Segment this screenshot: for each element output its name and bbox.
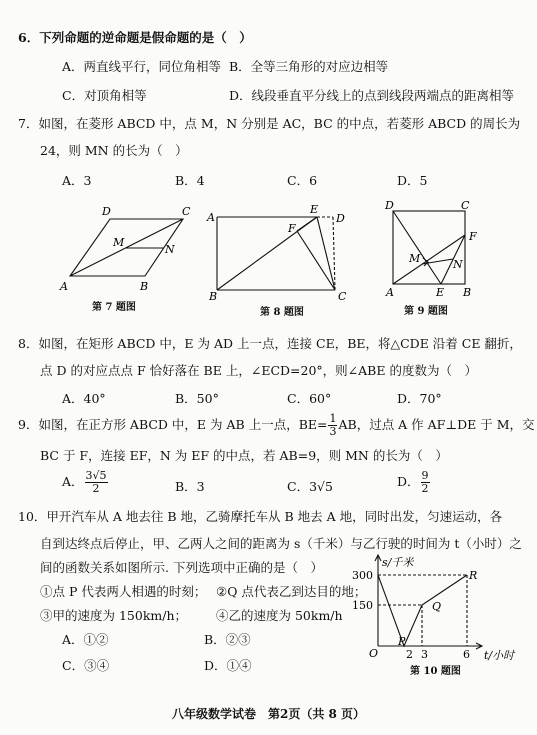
q7-option-d: D．5 xyxy=(397,173,428,188)
fig10-point-r: R xyxy=(469,569,478,582)
fig7-label-d: D xyxy=(102,205,111,218)
fig8-label-c: C xyxy=(338,290,347,303)
q10-statement-4: ④乙的速度为 50km/h xyxy=(216,608,343,623)
page-footer: 八年级数学试卷 第2页（共 8 页） xyxy=(171,707,366,721)
fig9-label-a: A xyxy=(386,286,394,299)
fig7-caption: 第 7 题图 xyxy=(92,302,136,313)
fig10-origin-label: O xyxy=(369,647,379,660)
q10-option-d: D．①④ xyxy=(204,658,252,673)
fig10-tick-6: 6 xyxy=(463,648,470,661)
fig10-point-q: Q xyxy=(432,600,442,613)
q9-option-b: B．3 xyxy=(175,479,205,494)
q10-option-c: C．③④ xyxy=(62,658,110,673)
q6-option-b: B．全等三角形的对应边相等 xyxy=(229,59,389,74)
fig8-label-b: B xyxy=(209,290,218,303)
fig10-y-axis-label: s/千米 xyxy=(382,556,414,569)
fig9-label-c: C xyxy=(461,199,470,212)
q9-option-d-den: 2 xyxy=(421,482,429,495)
q7-stem-line2: 24，则 MN 的长为（ ） xyxy=(40,143,188,158)
fig7-label-b: B xyxy=(140,280,149,293)
q6-option-a: A．两直线平行，同位角相等 xyxy=(62,59,222,74)
q7-option-c: C．6 xyxy=(287,173,318,188)
fig9-label-f: F xyxy=(469,230,477,243)
q10-option-b: B．②③ xyxy=(204,632,251,647)
fig9-label-e: E xyxy=(436,286,445,299)
q6-option-c: C．对顶角相等 xyxy=(62,88,147,103)
fig7-label-n: N xyxy=(165,243,175,256)
q9-frac-num: 1 xyxy=(329,412,337,425)
q9-stem-part2: AB，过点 A 作 AF⊥DE 于 M，交 xyxy=(338,417,535,432)
q9-option-c: C．3√5 xyxy=(287,479,333,494)
fig7-label-a: A xyxy=(60,280,68,293)
q7-stem-line1: 7．如图，在菱形 ABCD 中，点 M，N 分别是 AC，BC 的中点，若菱形 ABCD 的周长为 xyxy=(18,116,521,131)
fig10-point-p: P xyxy=(398,635,406,648)
fig8-label-a: A xyxy=(207,211,215,224)
q8-stem-line1: 8．如图，在矩形 ABCD 中，E 为 AD 上一点，连接 CE，BE，将△CDE 沿着 CE 翻折， xyxy=(18,336,522,351)
q9-option-a-label: A． xyxy=(62,474,84,489)
fig10-tick-2: 2 xyxy=(406,648,413,661)
fig9-label-m: M xyxy=(409,252,421,265)
q6-option-d: D．线段垂直平分线上的点到线段两端点的距离相等 xyxy=(229,88,515,103)
q10-stem-line2: 自到达终点后停止，甲、乙两人之间的距离为 s（千米）与乙行驶的时间为 t（小时）之 xyxy=(40,536,522,551)
q9-option-a-den: 2 xyxy=(92,482,100,495)
q10-statement-2: ②Q 点代表乙到达目的地； xyxy=(216,584,367,599)
q6-stem: 6．下列命题的逆命题是假命题的是（ ） xyxy=(18,30,252,45)
fig10-x-axis-label: t/小时 xyxy=(484,649,515,662)
q7-option-a: A．3 xyxy=(62,173,92,188)
q8-option-d: D．70° xyxy=(397,391,442,406)
fig7-label-c: C xyxy=(182,205,191,218)
fig8-label-d: D xyxy=(336,212,345,225)
q10-statement-1: ①点 P 代表两人相遇的时刻； xyxy=(40,584,207,599)
fig8-label-e: E xyxy=(310,203,319,216)
fig7-label-m: M xyxy=(113,236,125,249)
fig9-caption: 第 9 题图 xyxy=(404,306,448,317)
q9-stem-part1: 9．如图，在正方形 ABCD 中，E 为 AB 上一点，BE= xyxy=(18,417,328,432)
fig8-label-f: F xyxy=(288,222,296,235)
q8-option-b: B．50° xyxy=(175,391,219,406)
fig10-tick-150: 150 xyxy=(352,599,373,612)
fig10-tick-3: 3 xyxy=(421,648,428,661)
q10-stem-line1: 10．甲开汽车从 A 地去往 B 地，乙骑摩托车从 B 地去 A 地，同时出发，匀速运动，各 xyxy=(18,509,503,524)
q8-stem-line2: 点 D 的对应点点 F 恰好落在 BE 上，∠ECD=20°，则∠ABE 的度数为（ ） xyxy=(40,363,477,378)
fig9-label-n: N xyxy=(453,258,463,271)
q7-option-b: B．4 xyxy=(175,173,205,188)
fig9-label-b: B xyxy=(463,286,472,299)
q10-statement-3: ③甲的速度为 150km/h； xyxy=(40,608,188,623)
q9-stem-line2: BC 于 F，连接 EF，N 为 EF 的中点，若 AB=9，则 MN 的长为（ ） xyxy=(40,448,448,463)
fig9-label-d: D xyxy=(385,199,394,212)
q9-option-d-num: 9 xyxy=(421,469,429,482)
fig10-caption: 第 10 题图 xyxy=(410,666,461,677)
q8-option-c: C．60° xyxy=(287,391,332,406)
q10-stem-line3: 间的函数关系如图所示. 下列选项中正确的是（ ） xyxy=(40,560,323,575)
fig10-tick-300: 300 xyxy=(352,569,373,582)
q9-frac-den: 3 xyxy=(329,425,337,438)
q9-option-a-num: 3√5 xyxy=(85,469,107,482)
fig8-caption: 第 8 题图 xyxy=(260,307,304,318)
q8-option-a: A．40° xyxy=(62,391,106,406)
q10-option-a: A．①② xyxy=(62,632,109,647)
q9-option-d-label: D． xyxy=(397,474,420,489)
